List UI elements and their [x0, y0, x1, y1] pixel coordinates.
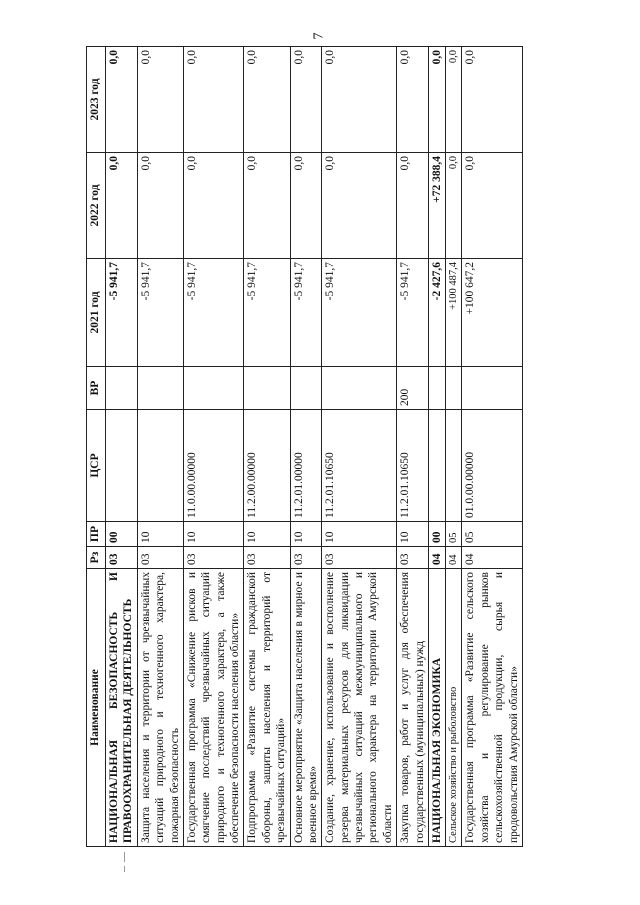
- cell-name: Создание, хранение, использование и восполнение резерва материальных ресурсов для ликвидации чрезвычайных ситуаций межмуниципального и регионального характера на территории Амурской области: [322, 569, 397, 847]
- cell-2023: 0,0: [397, 47, 429, 153]
- cell-vr: [428, 367, 445, 410]
- cell-name: НАЦИОНАЛЬНАЯ ЭКОНОМИКА: [428, 569, 445, 847]
- cell-vr: [183, 367, 244, 410]
- cell-csr: 11.2.01.10650: [322, 410, 397, 522]
- cell-2023: 0,0: [428, 47, 445, 153]
- table-row: [322, 47, 397, 847]
- page-number: 7: [311, 32, 327, 40]
- cell-2023: 0,0: [137, 47, 183, 153]
- cell-rz: 03: [106, 547, 138, 569]
- table-row: [244, 47, 290, 847]
- cell-name: Защита населения и территории от чрезвычайных ситуаций природного и техногенного характера, пожарная безопасность: [137, 569, 183, 847]
- cell-2021: -5 941,7: [397, 259, 429, 367]
- header-csr: ЦСР: [87, 410, 106, 522]
- cell-2021: -5 941,7: [183, 259, 244, 367]
- cell-name: НАЦИОНАЛЬНАЯ БЕЗОПАСНОСТЬ И ПРАВООХРАНИТЕЛЬНАЯ ДЕЯТЕЛЬНОСТЬ: [106, 569, 138, 847]
- cell-pr: 10: [290, 522, 322, 547]
- cell-vr: [462, 367, 523, 410]
- header-2022: 2022 год: [87, 153, 106, 259]
- cell-pr: 10: [322, 522, 397, 547]
- table-row: [446, 47, 462, 847]
- cell-pr: 10: [183, 522, 244, 547]
- budget-table: [86, 46, 523, 847]
- cell-rz: 04: [446, 547, 462, 569]
- cell-pr: 10: [397, 522, 429, 547]
- table-row: [106, 47, 138, 847]
- cell-vr: [244, 367, 290, 410]
- header-2023: 2023 год: [87, 47, 106, 153]
- table-row: [428, 47, 445, 847]
- cell-vr: [322, 367, 397, 410]
- cell-rz: 04: [462, 547, 523, 569]
- cell-2021: -5 941,7: [244, 259, 290, 367]
- cell-rz: 03: [137, 547, 183, 569]
- cell-rz: 03: [183, 547, 244, 569]
- cell-name: Государственная программа «Развитие сельского хозяйства и регулирование рынков сельскохозяйственной продукции, сырья и продовольствия Амурской области»: [462, 569, 523, 847]
- cell-2021: -5 941,7: [137, 259, 183, 367]
- cell-2022: 0,0: [183, 153, 244, 259]
- scan-mark: [124, 852, 125, 862]
- cell-csr: [446, 410, 462, 522]
- cell-2022: 0,0: [244, 153, 290, 259]
- cell-pr: 10: [137, 522, 183, 547]
- table-header-row: [87, 47, 106, 847]
- cell-pr: 00: [428, 522, 445, 547]
- cell-vr: 200: [397, 367, 429, 410]
- cell-2023: 0,0: [322, 47, 397, 153]
- header-pr: ПР: [87, 522, 106, 547]
- cell-csr: [106, 410, 138, 522]
- cell-name: Сельское хозяйство и рыболовство: [446, 569, 462, 847]
- cell-vr: [290, 367, 322, 410]
- cell-2023: 0,0: [106, 47, 138, 153]
- cell-2022: 0,0: [462, 153, 523, 259]
- header-2021: 2021 год: [87, 259, 106, 367]
- cell-name: Государственная программа «Снижение рисков и смягчение последствий чрезвычайных ситуаций природного и техногенного характера, а также обеспечение безопасности населения области»: [183, 569, 244, 847]
- cell-vr: [137, 367, 183, 410]
- table-row: [183, 47, 244, 847]
- cell-name: Закупка товаров, работ и услуг для обеспечения государственных (муниципальных) нужд: [397, 569, 429, 847]
- cell-2021: -5 941,7: [322, 259, 397, 367]
- cell-2021: +100 487,4: [446, 259, 462, 367]
- cell-2022: 0,0: [397, 153, 429, 259]
- cell-vr: [106, 367, 138, 410]
- cell-name: Подпрограмма «Развитие системы гражданской обороны, защиты населения и территорий от чрезвычайных ситуаций»: [244, 569, 290, 847]
- cell-2021: -5 941,7: [106, 259, 138, 367]
- cell-csr: 11.2.01.10650: [397, 410, 429, 522]
- cell-2021: -2 427,6: [428, 259, 445, 367]
- cell-2021: +100 647,2: [462, 259, 523, 367]
- cell-2022: 0,0: [137, 153, 183, 259]
- cell-name: Основное мероприятие «Защита населения в мирное и военное время»: [290, 569, 322, 847]
- cell-rz: 04: [428, 547, 445, 569]
- cell-pr: 00: [106, 522, 138, 547]
- cell-csr: [428, 410, 445, 522]
- cell-2022: +72 388,4: [428, 153, 445, 259]
- scan-mark: [124, 866, 125, 872]
- cell-rz: 03: [290, 547, 322, 569]
- header-rz: Рз: [87, 547, 106, 569]
- cell-rz: 03: [244, 547, 290, 569]
- cell-2022: 0,0: [446, 153, 462, 259]
- cell-csr: 11.0.00.00000: [183, 410, 244, 522]
- table-row: [137, 47, 183, 847]
- cell-2022: 0,0: [322, 153, 397, 259]
- cell-2023: 0,0: [183, 47, 244, 153]
- cell-csr: 01.0.00.00000: [462, 410, 523, 522]
- cell-pr: 10: [244, 522, 290, 547]
- cell-rz: 03: [322, 547, 397, 569]
- cell-2023: 0,0: [462, 47, 523, 153]
- cell-2021: -5 941,7: [290, 259, 322, 367]
- cell-pr: 05: [462, 522, 523, 547]
- cell-2023: 0,0: [290, 47, 322, 153]
- cell-2023: 0,0: [446, 47, 462, 153]
- cell-csr: 11.2.01.00000: [290, 410, 322, 522]
- table-row: [397, 47, 429, 847]
- header-vr: ВР: [87, 367, 106, 410]
- cell-rz: 03: [397, 547, 429, 569]
- cell-2022: 0,0: [290, 153, 322, 259]
- cell-2023: 0,0: [244, 47, 290, 153]
- header-name: Наименование: [87, 569, 106, 847]
- cell-vr: [446, 367, 462, 410]
- rotated-table-container: [86, 47, 556, 847]
- cell-pr: 05: [446, 522, 462, 547]
- table-row: [290, 47, 322, 847]
- table-row: [462, 47, 523, 847]
- cell-2022: 0,0: [106, 153, 138, 259]
- cell-csr: 11.2.00.00000: [244, 410, 290, 522]
- cell-csr: [137, 410, 183, 522]
